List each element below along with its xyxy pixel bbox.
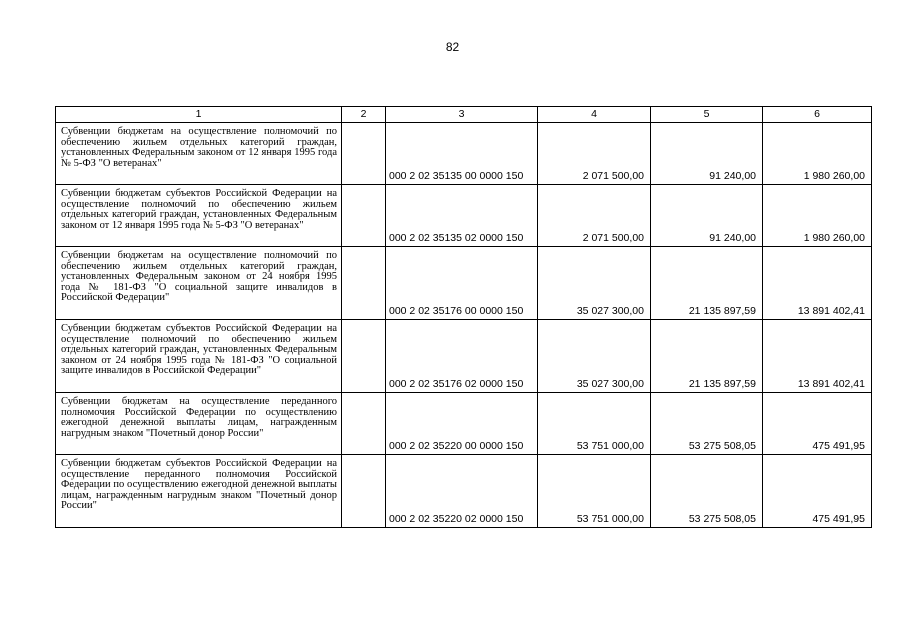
table-row (56, 123, 872, 185)
row-col6: 13 891 402,41 (763, 320, 872, 393)
row-col4: 53 751 000,00 (538, 393, 651, 455)
row-col4: 35 027 300,00 (538, 320, 651, 393)
table-row (56, 185, 872, 247)
row-code: 000 2 02 35176 00 0000 150 (386, 247, 538, 320)
row-col2 (342, 320, 386, 393)
row-description: Субвенции бюджетам субъектов Российской Федерации на осуществление полномочий по обеспечению жильем отдельных категорий граждан, установленных Федеральным законом от 12 января 1995 года № 5-ФЗ "О ветеранах" (56, 185, 342, 247)
row-col4: 2 071 500,00 (538, 185, 651, 247)
row-code: 000 2 02 35176 02 0000 150 (386, 320, 538, 393)
row-col2 (342, 123, 386, 185)
col-header-2: 2 (342, 107, 386, 123)
header-row (56, 107, 872, 123)
row-col4: 53 751 000,00 (538, 455, 651, 528)
row-col4: 35 027 300,00 (538, 247, 651, 320)
row-col6: 1 980 260,00 (763, 123, 872, 185)
row-code: 000 2 02 35135 00 0000 150 (386, 123, 538, 185)
row-code: 000 2 02 35220 02 0000 150 (386, 455, 538, 528)
row-description: Субвенции бюджетам на осуществление переданного полномочия Российской Федерации по осуществлению ежегодной денежной выплаты лицам, награжденным нагрудным знаком "Почетный донор России" (56, 393, 342, 455)
row-col5: 53 275 508,05 (651, 455, 763, 528)
row-col2 (342, 455, 386, 528)
row-col6: 475 491,95 (763, 393, 872, 455)
row-col5: 21 135 897,59 (651, 320, 763, 393)
row-description: Субвенции бюджетам субъектов Российской Федерации на осуществление переданного полномочия Российской Федерации по осуществлению ежегодной денежной выплаты лицам, награжденным нагрудным знаком "Почетный донор России" (56, 455, 342, 528)
row-col5: 91 240,00 (651, 123, 763, 185)
row-col6: 475 491,95 (763, 455, 872, 528)
row-col5: 91 240,00 (651, 185, 763, 247)
row-col2 (342, 247, 386, 320)
row-description: Субвенции бюджетам на осуществление полномочий по обеспечению жильем отдельных категорий граждан, установленных Федеральным законом от 12 января 1995 года № 5-ФЗ "О ветеранах" (56, 123, 342, 185)
budget-table (55, 106, 872, 528)
table-row (56, 320, 872, 393)
row-col6: 1 980 260,00 (763, 185, 872, 247)
row-col2 (342, 393, 386, 455)
row-code: 000 2 02 35220 00 0000 150 (386, 393, 538, 455)
row-col2 (342, 185, 386, 247)
table-row (56, 247, 872, 320)
col-header-4: 4 (538, 107, 651, 123)
col-header-6: 6 (763, 107, 872, 123)
col-header-3: 3 (386, 107, 538, 123)
row-col6: 13 891 402,41 (763, 247, 872, 320)
col-header-5: 5 (651, 107, 763, 123)
row-col5: 21 135 897,59 (651, 247, 763, 320)
row-description: Субвенции бюджетам субъектов Российской Федерации на осуществление полномочий по обеспечению жильем отдельных категорий граждан, установленных Федеральным законом от 24 ноября 1995 года № 181-ФЗ "О социальной защите инвалидов в Российской Федерации" (56, 320, 342, 393)
row-col5: 53 275 508,05 (651, 393, 763, 455)
row-description: Субвенции бюджетам на осуществление полномочий по обеспечению жильем отдельных категорий граждан, установленных Федеральным законом от 24 ноября 1995 года № 181-ФЗ "О социальной защите инвалидов в Российской Федерации" (56, 247, 342, 320)
table-row (56, 393, 872, 455)
col-header-1: 1 (56, 107, 342, 123)
row-code: 000 2 02 35135 02 0000 150 (386, 185, 538, 247)
page-number: 82 (445, 40, 460, 54)
row-col4: 2 071 500,00 (538, 123, 651, 185)
table-row (56, 455, 872, 528)
